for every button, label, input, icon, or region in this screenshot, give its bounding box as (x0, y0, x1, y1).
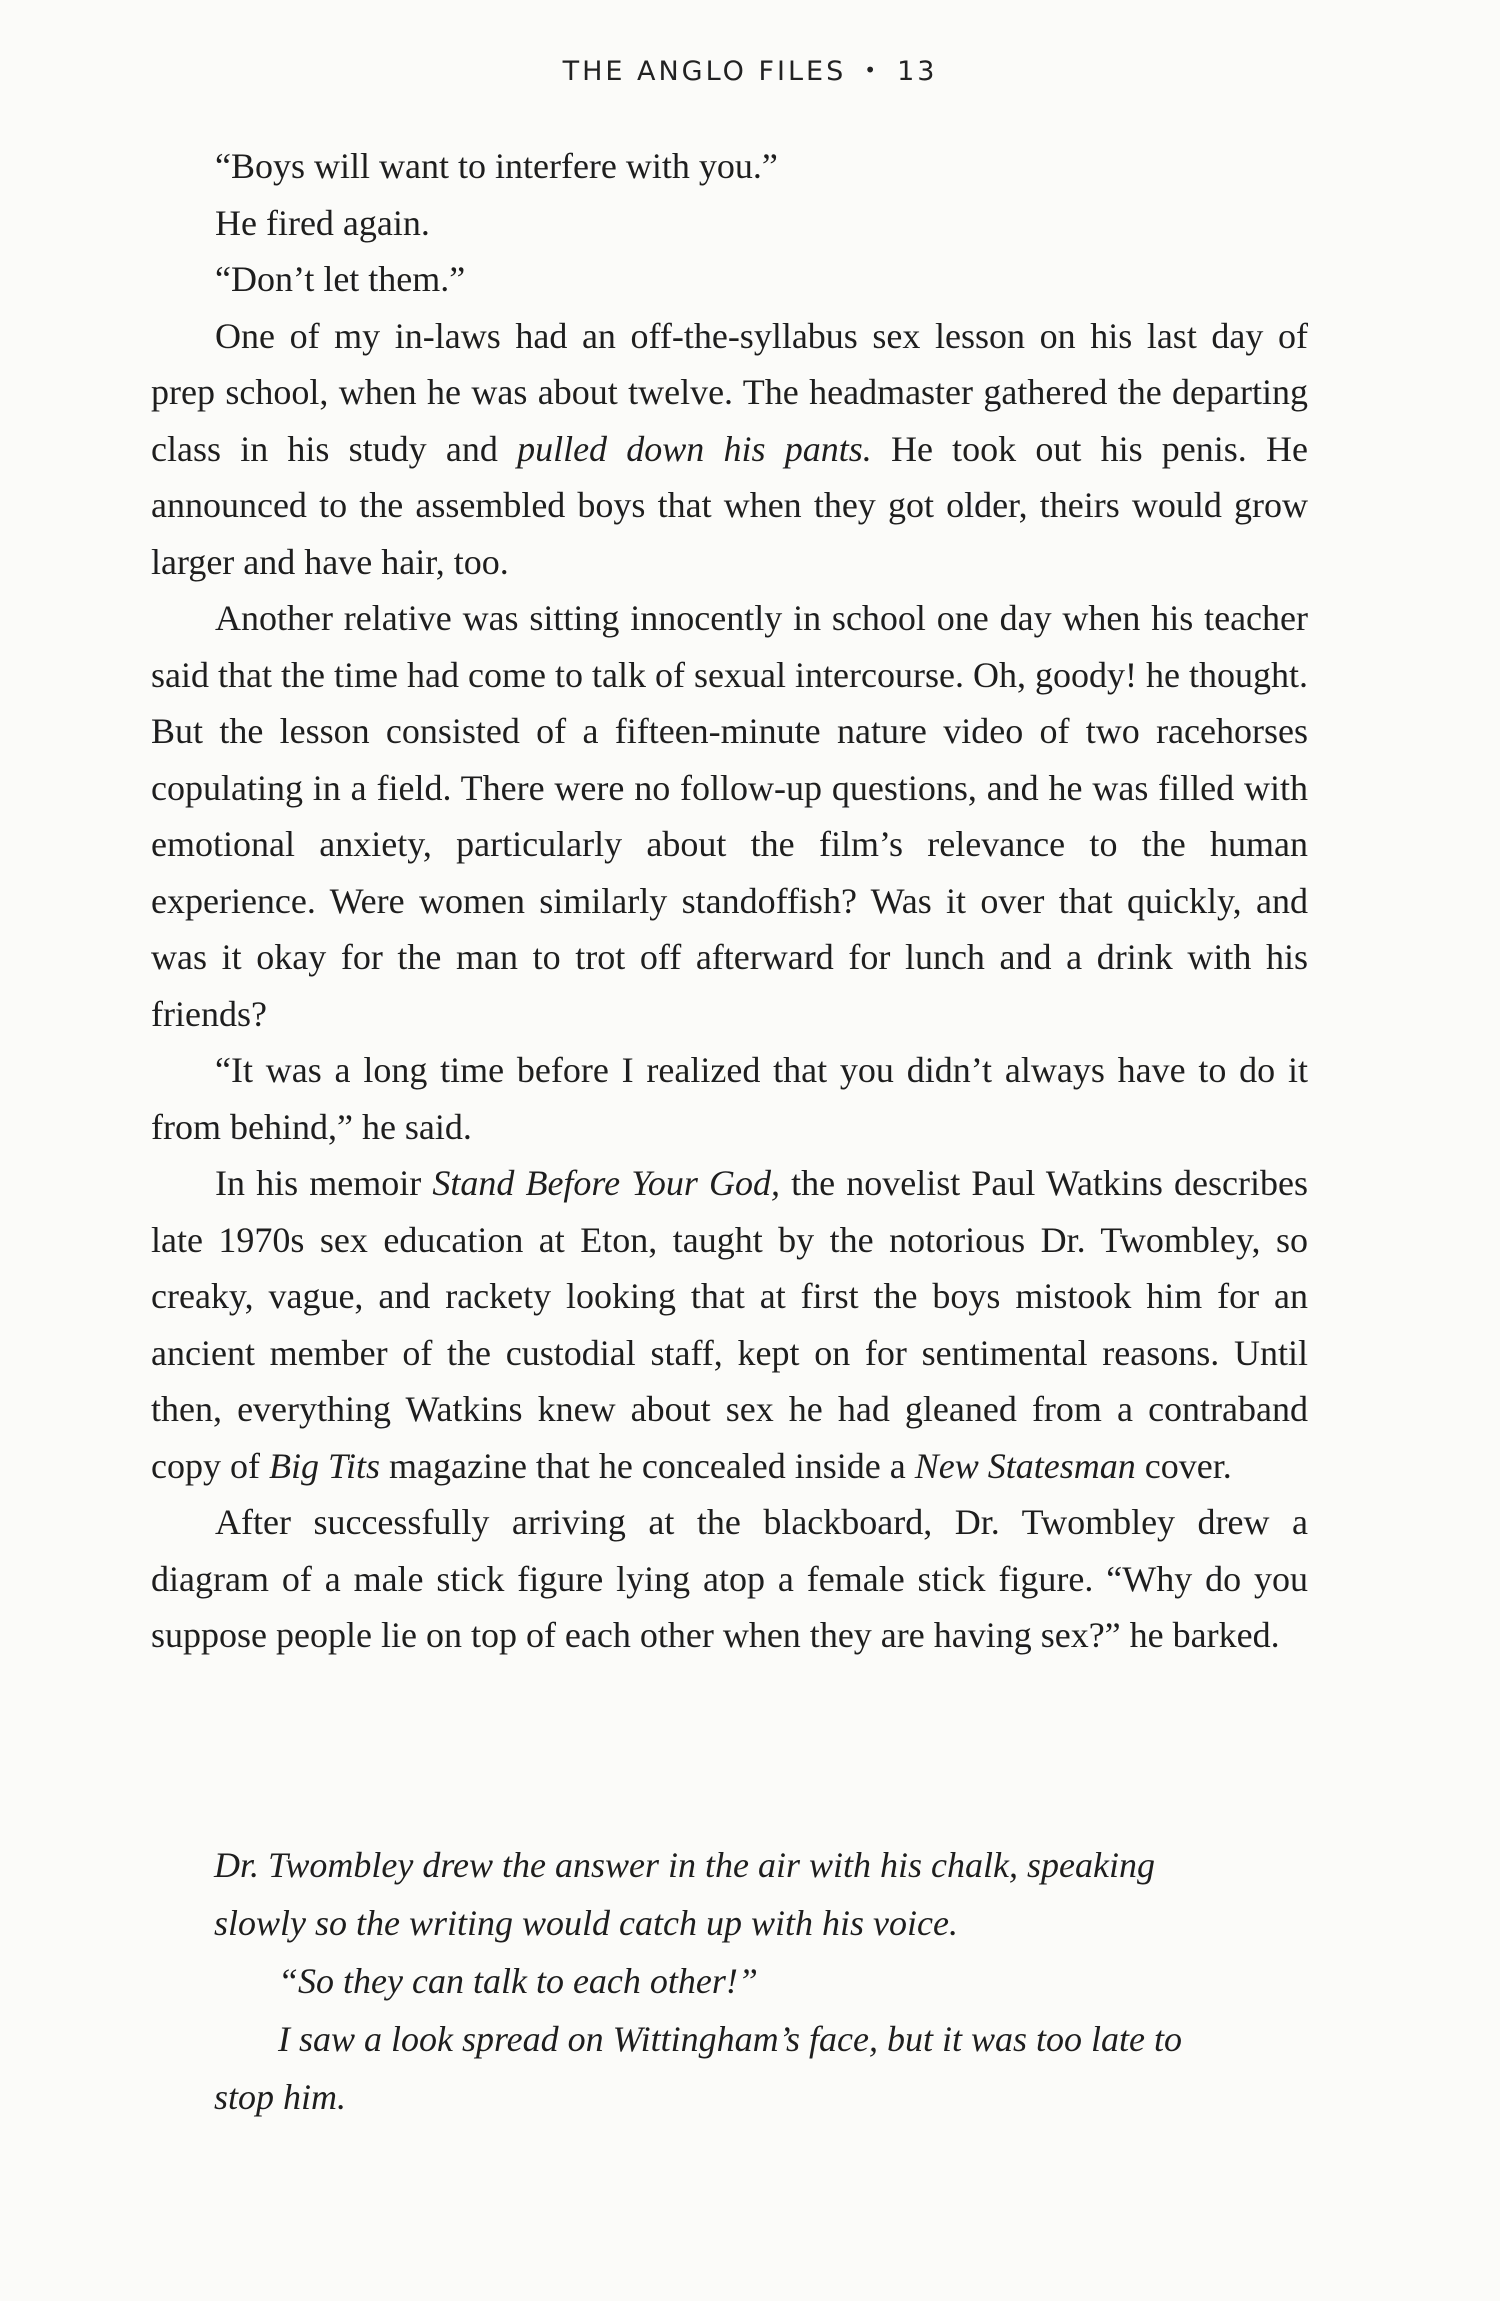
text-run: He took out his penis. He announced to the assembled boys that when they got older, theirs would grow larger and have hair, too. (151, 428, 1308, 582)
paragraph: He fired again. (215, 202, 430, 243)
magazine-title: New Statesman (914, 1445, 1136, 1486)
paragraph: After successfully arriving at the blackboard, Dr. Twombley drew a diagram of a male stick figure lying atop a female stick figure. “Why do you suppose people lie on top of each other when they are having sex?” he barked. (151, 1502, 1308, 1655)
paragraph: “Don’t let them.” (215, 259, 466, 299)
text-run: the novelist Paul Watkins describes late 1970s sex education at Eton, taught by the notorious Dr. Twombley, so creaky, vague, and rackety looking that at first the boys mistook him for an ancient member of the custodial staff, kept on for sentimental reasons. Until then, everything Watkins knew about sex he had gleaned from a contraband copy of (151, 1163, 1308, 1486)
running-head (0, 56, 1500, 87)
italic-run: pulled down his pants. (517, 428, 872, 469)
paragraph: Another relative was sitting innocently in school one day when his teacher said that the time had come to talk of sexual intercourse. Oh, goody! he thought. But the lesson consisted of a fifteen-minute nature video of two racehorses copulating in a field. There were no follow-up questions, and he was filled with emotional anxiety, particularly about the film’s relevance to the human experience. Were women similarly standoffish? Was it over that quickly, and was it okay for the man to trot off afterward for lunch and a drink with his friends? (151, 598, 1308, 1034)
quote-paragraph: “So they can talk to each other!” (278, 1961, 758, 2001)
running-title: THE ANGLO FILES (562, 56, 847, 87)
page-number: 13 (897, 56, 938, 87)
quote-paragraph: Dr. Twombley drew the answer in the air with his chalk, speaking slowly so the writing would catch up with his voice. (214, 1845, 1155, 1943)
paragraph (151, 308, 1308, 591)
paragraph: “Boys will want to interfere with you.” (215, 146, 778, 186)
paragraph (151, 1155, 1308, 1494)
text-run: magazine that he concealed inside a (380, 1445, 915, 1486)
text-run: One of my in-laws had an off-the-syllabus sex lesson on his last day of prep school, when he was about twelve. The headmaster gathered the departing class in his study and (151, 315, 1308, 469)
magazine-title: Big Tits (268, 1445, 381, 1486)
block-quote (214, 1836, 1244, 2126)
text-run: cover. (1135, 1445, 1232, 1486)
text-run: In his memoir (215, 1163, 433, 1203)
body-text (151, 138, 1308, 1664)
header-separator: • (864, 58, 880, 82)
paragraph: “It was a long time before I realized that you didn’t always have to do it from behind,” he said. (151, 1050, 1308, 1147)
book-title: Stand Before Your God, (432, 1163, 781, 1203)
quote-paragraph: I saw a look spread on Wittingham’s face, but it was too late to stop him. (214, 2019, 1182, 2117)
